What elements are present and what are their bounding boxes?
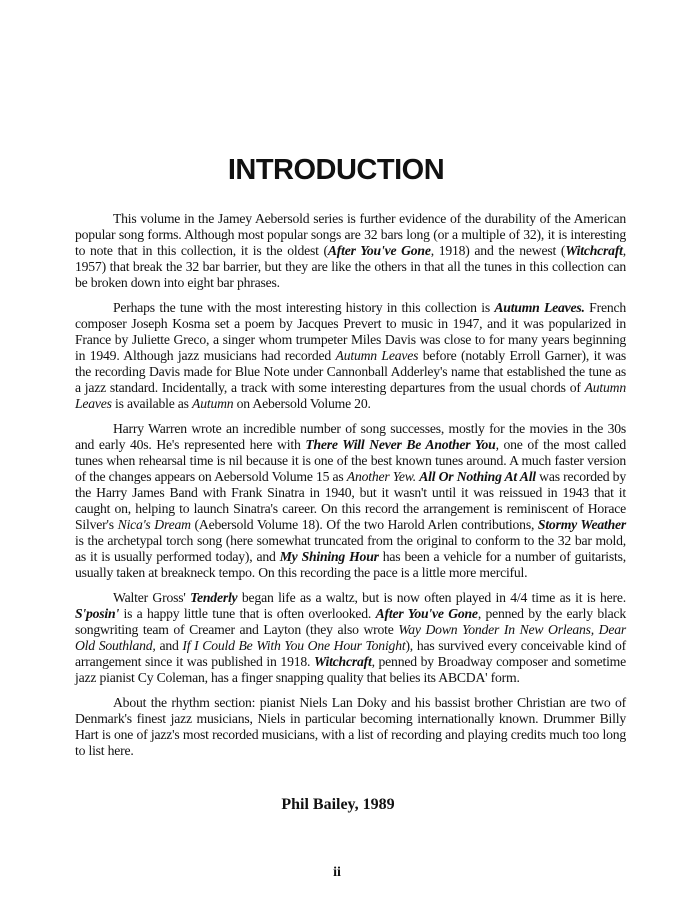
text-run: French composer Joseph Kosma set a poem by Jacques Prevert to music in 1947, and it was popularized in France by Juliette Greco, a singer whom trumpeter Miles Davis was close to for many years beginning in 1949. Although jazz musicians had recorded (75, 300, 626, 363)
text-run: , penned by Broadway composer and sometime jazz pianist Cy Coleman, has a finger snapping quality that belies its ABCDA' form. (75, 654, 626, 685)
text-run: Walter Gross' (113, 590, 191, 605)
emphasized-text-run: Autumn Leaves (335, 348, 419, 363)
emphasized-text-run: Another Yew. (346, 469, 416, 484)
text-run: , one of the most called tunes when rehearsal time is nil because it is one of the best known tunes around. A much faster version of the changes appears on Aebersold Volume 15 as (75, 437, 626, 484)
text-run: is available as (111, 396, 193, 411)
text-run: and (155, 638, 183, 653)
text-run: began life as a waltz, but is now often played in 4/4 time as it is here. (237, 590, 626, 605)
text-run: , 1918) and the newest ( (430, 243, 566, 258)
emphasized-text-run: Stormy Weather (537, 517, 626, 532)
text-run: (Aebersold Volume 18). Of the two Harold Arlen contributions, (190, 517, 538, 532)
paragraph (75, 421, 626, 581)
text-run: This volume in the Jamey Aebersold series is further evidence of the durability of the American popular song forms. Although most popular songs are 32 bars long (or a multiple of 32), it is interesting to note that in this collection, it is the oldest ( (75, 211, 626, 258)
text-run: is a happy little tune that is often overlooked. (119, 606, 376, 621)
text-run: on Aebersold Volume 20. (233, 396, 371, 411)
text-run: , 1957) that break the 32 bar barrier, but they are like the others in that all the tunes in this collection can be broken down into eight bar phrases. (75, 243, 627, 290)
text-run: before (notably Erroll Garner), it was the recording Davis made for Blue Note under Cannonball Adderley's name that established the tune as a jazz standard. Incidentally, a track with some interesting departures from the usual chords of (75, 348, 627, 395)
text-run: was recorded by the Harry James Band with Frank Sinatra in 1940, but it wasn't until it was reissued in 1943 that it caught on, helping to launch Sinatra's career. On this record the arrangement is reminiscent of Horace Silver's (75, 469, 626, 532)
text-run: About the rhythm section: pianist Niels Lan Doky and his bassist brother Christian are two of Denmark's finest jazz musicians, Niels in particular becoming internationally known. Drummer Billy Hart is one of jazz's most recorded musicians, with a list of recording and playing credits much too long to list here. (75, 695, 626, 758)
emphasized-text-run: After You've Gone (327, 243, 431, 258)
emphasized-text-run: Autumn Leaves (75, 380, 626, 411)
emphasized-text-run: Autumn (192, 396, 234, 411)
text-run: ), has survived every conceivable kind of arrangement since it was published in 1918. (75, 638, 626, 669)
emphasized-text-run: Witchcraft (565, 243, 623, 258)
emphasized-text-run: Tenderly (190, 590, 238, 605)
text-run: Harry Warren wrote an incredible number of song successes, mostly for the movies in the 30s and early 40s. He's represented here with (75, 421, 626, 452)
emphasized-text-run: S'posin' (75, 606, 120, 621)
emphasized-text-run: All Or Nothing At All (419, 469, 536, 484)
page-title: INTRODUCTION (227, 154, 445, 187)
page-number: ii (333, 865, 341, 880)
text-run: Perhaps the tune with the most interesting history in this collection is (113, 300, 495, 315)
paragraph (75, 590, 626, 686)
document-body (75, 211, 626, 768)
paragraph (75, 300, 626, 412)
emphasized-text-run: Witchcraft (314, 654, 372, 669)
text-run: has been a vehicle for a number of guitarists, usually taken at breakneck tempo. On this recording the pace is a little more merciful. (75, 549, 626, 580)
paragraph (75, 695, 626, 759)
emphasized-text-run: My Shining Hour (279, 549, 379, 564)
emphasized-text-run: Autumn Leaves. (494, 300, 585, 315)
emphasized-text-run: After You've Gone (375, 606, 478, 621)
emphasized-text-run: Way Down Yonder In New Orleans, Dear Old Southland, (75, 622, 626, 653)
emphasized-text-run: There Will Never Be Another You (305, 437, 496, 452)
emphasized-text-run: Nica's Dream (117, 517, 191, 532)
paragraph (75, 211, 626, 291)
signature: Phil Bailey, 1989 (281, 796, 395, 813)
text-run: , penned by the early black songwriting team of Creamer and Layton (they also wrote (75, 606, 626, 637)
emphasized-text-run: If I Could Be With You One Hour Tonight (182, 638, 406, 653)
text-run: is the archetypal torch song (here somewhat truncated from the original to conform to the 32 bar mold, as it is usually performed today), and (75, 533, 626, 564)
